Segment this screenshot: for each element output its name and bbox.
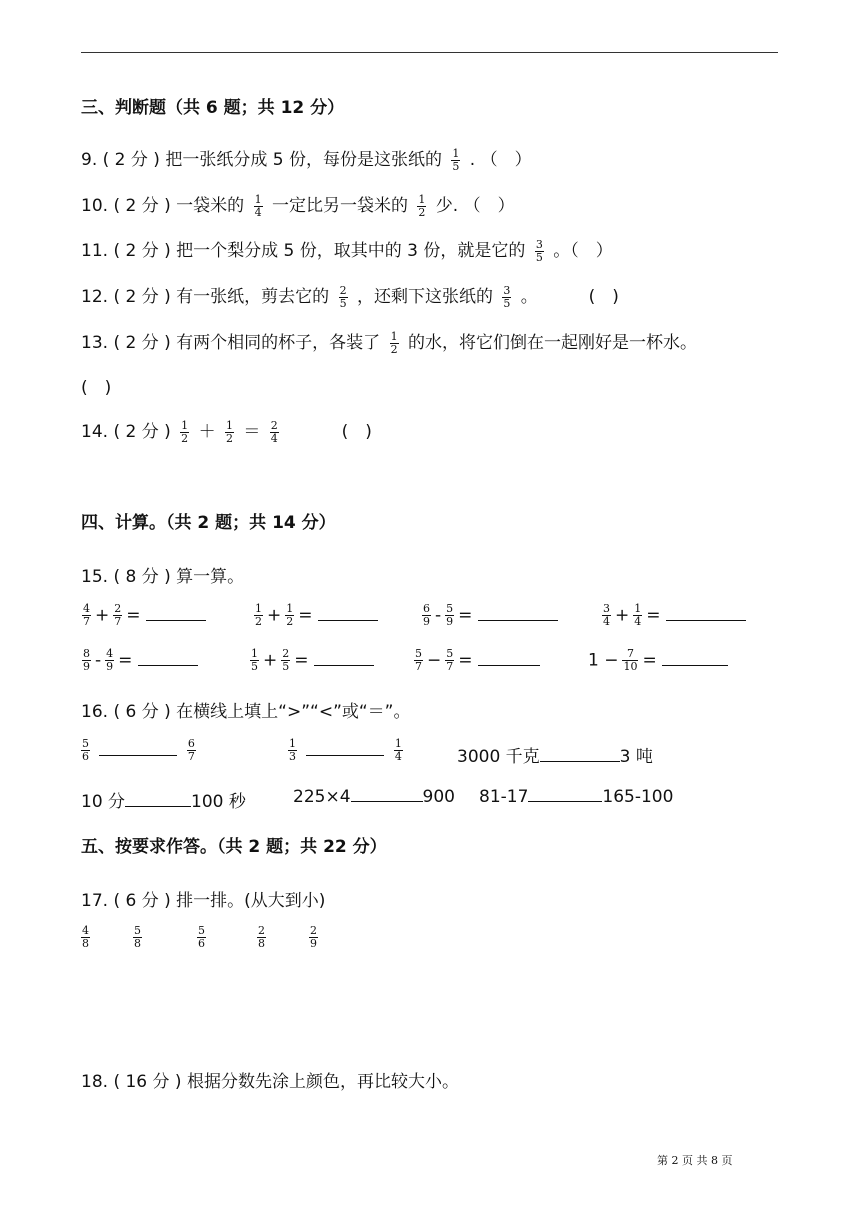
left-value: 10 分	[81, 792, 126, 812]
left-value: 225×4	[293, 787, 351, 807]
q9-score: ( 2 分 )	[102, 150, 160, 170]
page-footer: 第 2 页 共 8 页	[657, 1154, 733, 1167]
equals: =	[126, 605, 141, 626]
q13-text-1: 有两个相同的杯子，各装了	[176, 333, 381, 353]
q14-fraction-3: $\frac{2}{4}$	[270, 418, 278, 445]
q17-score: ( 6 分 )	[113, 891, 171, 911]
fraction: $\frac{6}{7}$	[187, 737, 195, 763]
q12-text-2: ，还剩下这张纸的	[356, 287, 493, 307]
question-13	[81, 328, 697, 356]
right-value: 100 秒	[191, 792, 246, 812]
q12-text-1: 有一张纸，剪去它的	[176, 287, 330, 307]
answer-blank[interactable]	[138, 651, 198, 666]
fraction: $\frac{1}{2}$	[286, 602, 294, 628]
operator: −	[604, 650, 619, 671]
q16-compare-1	[77, 738, 200, 763]
q15-text: 算一算。	[176, 567, 245, 587]
q14-answer-paren: ( )	[341, 422, 372, 442]
q16-number: 16.	[81, 702, 109, 722]
q13-number: 13.	[81, 333, 109, 353]
q17-fraction-4: $\frac{2}{8}$	[258, 924, 265, 950]
q16-compare-3	[457, 742, 653, 767]
q15-r1-item-3	[418, 603, 558, 628]
answer-blank[interactable]	[125, 792, 191, 807]
fraction: $\frac{4}{7}$	[83, 602, 90, 628]
q11-number: 11.	[81, 241, 109, 261]
right-value: 900	[422, 787, 455, 807]
q15-r2-item-3	[410, 648, 540, 673]
q10-text-1: 一袋米的	[176, 196, 245, 216]
q14-equals: ＝	[243, 422, 261, 442]
q15-r2-item-1	[78, 648, 198, 673]
question-10	[81, 191, 515, 219]
q15-r1-item-1	[78, 603, 206, 628]
q9-answer-paren: . （ ）	[469, 150, 532, 170]
q13-text-2: 的水，将它们倒在一起刚好是一杯水。	[407, 333, 697, 353]
right-value: 3 吨	[619, 747, 653, 767]
answer-blank[interactable]	[306, 741, 384, 756]
section-3-title: 三、判断题（共 6 题；共 12 分）	[81, 98, 345, 118]
section-5-title: 五、按要求作答。（共 2 题；共 22 分）	[81, 837, 387, 857]
question-12	[81, 282, 619, 310]
fraction: $\frac{5}{7}$	[446, 647, 454, 673]
q16-score: ( 6 分 )	[113, 702, 171, 722]
answer-blank[interactable]	[318, 606, 378, 621]
fraction: $\frac{8}{9}$	[83, 647, 90, 673]
fraction: $\frac{1}{3}$	[289, 737, 296, 763]
q9-fraction: $\frac{1}{5}$	[452, 146, 460, 173]
left-value: 81-17	[479, 787, 529, 807]
fraction: $\frac{1}{4}$	[634, 602, 642, 628]
fraction: $\frac{1}{5}$	[251, 647, 258, 673]
q14-plus: ＋	[198, 422, 216, 442]
q11-fraction: $\frac{3}{5}$	[535, 237, 543, 264]
equals: =	[458, 605, 473, 626]
q17-fraction-2: $\frac{5}{8}$	[134, 924, 141, 950]
equals: =	[298, 605, 313, 626]
q11-text: 把一个梨分成 5 份，取其中的 3 份，就是它的	[176, 241, 526, 261]
q15-score: ( 8 分 )	[113, 567, 171, 587]
q16-compare-4	[81, 787, 246, 812]
question-11	[81, 236, 613, 264]
operator: -	[435, 605, 442, 626]
fraction: $\frac{4}{9}$	[106, 647, 114, 673]
equals: =	[642, 650, 657, 671]
q17-text: 排一排。(从大到小)	[176, 891, 326, 911]
q10-number: 10.	[81, 196, 109, 216]
q15-r2-item-2	[246, 648, 374, 673]
q9-text: 把一张纸分成 5 份，每份是这张纸的	[165, 150, 442, 170]
q17-fraction-5: $\frac{2}{9}$	[310, 924, 317, 950]
q11-score: ( 2 分 )	[113, 241, 171, 261]
answer-blank[interactable]	[540, 747, 620, 762]
q14-fraction-1: $\frac{1}{2}$	[181, 418, 189, 445]
fraction: $\frac{1}{4}$	[394, 737, 402, 763]
q16-compare-2	[284, 738, 407, 763]
answer-blank[interactable]	[99, 741, 177, 756]
q10-fraction-1: $\frac{1}{4}$	[254, 192, 262, 219]
fraction: $\frac{2}{5}$	[282, 647, 290, 673]
answer-blank[interactable]	[528, 787, 602, 802]
q10-score: ( 2 分 )	[113, 196, 171, 216]
q17-fraction-3: $\frac{5}{6}$	[198, 924, 205, 950]
answer-blank[interactable]	[146, 606, 206, 621]
q15-r1-item-4	[598, 603, 746, 628]
q18-score: ( 16 分 )	[113, 1072, 182, 1092]
q17-fraction-1: $\frac{4}{8}$	[82, 924, 89, 950]
q12-number: 12.	[81, 287, 109, 307]
answer-blank[interactable]	[666, 606, 746, 621]
fraction: $\frac{1}{2}$	[255, 602, 262, 628]
q15-r2-item-4	[588, 648, 728, 673]
q15-r1-item-2	[250, 603, 378, 628]
q13-fraction: $\frac{1}{2}$	[390, 329, 398, 356]
q12-answer-paren: ( )	[588, 287, 619, 307]
equals: =	[294, 650, 309, 671]
q15-number: 15.	[81, 567, 109, 587]
q16-compare-6	[479, 787, 673, 807]
question-17	[81, 886, 325, 911]
operator: −	[427, 650, 442, 671]
q12-score: ( 2 分 )	[113, 287, 171, 307]
q14-number: 14.	[81, 422, 109, 442]
q14-score: ( 2 分 )	[113, 422, 171, 442]
right-value: 165-100	[602, 787, 674, 807]
q12-tail: 。	[520, 287, 538, 307]
operator: +	[263, 650, 278, 671]
q13-score: ( 2 分 )	[113, 333, 171, 353]
fraction: $\frac{3}{4}$	[603, 602, 610, 628]
q12-fraction-2: $\frac{3}{5}$	[503, 283, 511, 310]
question-16	[81, 697, 411, 722]
fraction: $\frac{5}{9}$	[446, 602, 454, 628]
q11-answer-paren: 。（ ）	[553, 241, 613, 261]
answer-blank[interactable]	[314, 651, 374, 666]
q17-number: 17.	[81, 891, 109, 911]
answer-blank[interactable]	[478, 651, 540, 666]
q10-fraction-2: $\frac{1}{2}$	[418, 192, 426, 219]
q10-text-2: 一定比另一袋米的	[271, 196, 408, 216]
question-9	[81, 145, 532, 173]
operator: +	[95, 605, 110, 626]
question-14	[81, 417, 372, 445]
fraction: $\frac{7}{10}$	[623, 647, 638, 673]
fraction: $\frac{5}{7}$	[415, 647, 422, 673]
q18-number: 18.	[81, 1072, 109, 1092]
q14-fraction-2: $\frac{1}{2}$	[225, 418, 233, 445]
header-rule	[81, 52, 778, 53]
q10-answer-paren: 少. （ ）	[435, 196, 515, 216]
section-4-title: 四、计算。（共 2 题；共 14 分）	[81, 513, 336, 533]
q18-text: 根据分数先涂上颜色，再比较大小。	[186, 1072, 459, 1092]
equals: =	[646, 605, 661, 626]
q9-number: 9.	[81, 150, 98, 170]
fraction: $\frac{2}{7}$	[114, 602, 122, 628]
q12-fraction-1: $\frac{2}{5}$	[339, 283, 347, 310]
q16-text: 在横线上填上“>”“<”或“＝”。	[176, 702, 411, 722]
answer-blank[interactable]	[478, 606, 558, 621]
equals: =	[458, 650, 473, 671]
answer-blank[interactable]	[351, 787, 423, 802]
operator: +	[615, 605, 630, 626]
question-15	[81, 562, 244, 587]
equals: =	[118, 650, 133, 671]
q16-compare-5	[293, 787, 455, 807]
left-value: 3000 千克	[457, 747, 540, 767]
answer-blank[interactable]	[662, 651, 728, 666]
whole-number: 1	[588, 650, 599, 671]
operator: +	[267, 605, 282, 626]
question-18	[81, 1067, 459, 1092]
fraction: $\frac{6}{9}$	[423, 602, 430, 628]
operator: -	[95, 650, 102, 671]
q13-answer-paren: ( )	[81, 378, 112, 398]
fraction: $\frac{5}{6}$	[82, 737, 89, 763]
